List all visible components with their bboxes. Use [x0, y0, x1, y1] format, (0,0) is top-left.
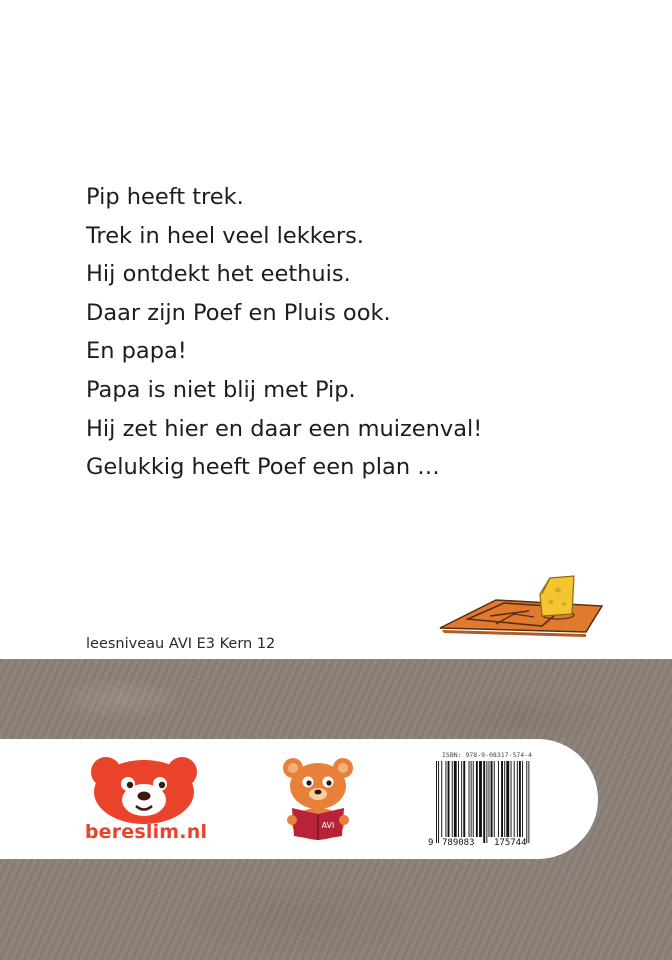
- mousetrap-cheese-illustration: [434, 570, 604, 640]
- barcode-bar: [448, 761, 450, 837]
- barcode-bar: [454, 761, 457, 837]
- barcode-bar: [452, 761, 453, 837]
- barcode-bar: [517, 761, 518, 837]
- barcode-bar: [528, 761, 529, 843]
- blurb-line: Daar zijn Poef en Pluis ook.: [86, 299, 391, 326]
- barcode-bar: [479, 761, 482, 837]
- blurb-line: Trek in heel veel lekkers.: [86, 222, 364, 249]
- barcode-bar: [504, 761, 505, 837]
- barcode-bar: [436, 761, 437, 843]
- barcode-bar: [483, 761, 485, 843]
- blurb-line: Hij ontdekt het eethuis.: [86, 261, 351, 288]
- barcode-bar: [441, 761, 442, 837]
- reading-level: leesniveau AVI E3 Kern 12: [86, 636, 276, 652]
- back-cover-blurb: [86, 178, 606, 487]
- barcode-bar: [511, 761, 512, 837]
- barcode-bar: [494, 761, 495, 837]
- ean-group-2: 175744: [494, 838, 527, 848]
- blurb-line: Gelukkig heeft Poef een plan …: [86, 454, 440, 481]
- ean-first-digit: 9: [428, 838, 434, 848]
- barcode-bar: [526, 761, 527, 843]
- avi-book-label: AVI: [321, 821, 335, 830]
- barcode-bar: [491, 761, 493, 837]
- barcode-bar: [463, 761, 465, 837]
- blurb-line: En papa!: [86, 338, 187, 365]
- blurb-line: Pip heeft trek.: [86, 184, 244, 210]
- barcode-bar: [458, 761, 459, 837]
- blurb-line: Papa is niet blij met Pip.: [86, 376, 356, 403]
- barcode-bar: [473, 761, 474, 837]
- barcode-bar: [489, 761, 490, 837]
- avi-reading-bear-icon: [280, 756, 356, 840]
- ean-group-1: 789083: [442, 838, 475, 848]
- barcode-bar: [519, 761, 521, 837]
- publisher-logo-text: bereslim.nl: [84, 821, 208, 843]
- barcode-bar: [486, 761, 487, 843]
- barcode-bar: [506, 761, 509, 837]
- barcode-bar: [445, 761, 446, 837]
- barcode-bar: [498, 761, 499, 837]
- barcode-bar: [438, 761, 439, 843]
- barcode-bar: [461, 761, 462, 837]
- barcode-bar: [471, 761, 472, 837]
- barcode-bar: [469, 761, 470, 837]
- barcode-bar: [522, 761, 523, 837]
- barcode-bar: [514, 761, 515, 837]
- barcode-bar: [501, 761, 503, 837]
- blurb-line: Hij zet hier en daar een muizenval!: [86, 415, 483, 442]
- isbn-text: ISBN: 978-9-08317-574-4: [442, 751, 533, 759]
- barcode-bar: [476, 761, 478, 837]
